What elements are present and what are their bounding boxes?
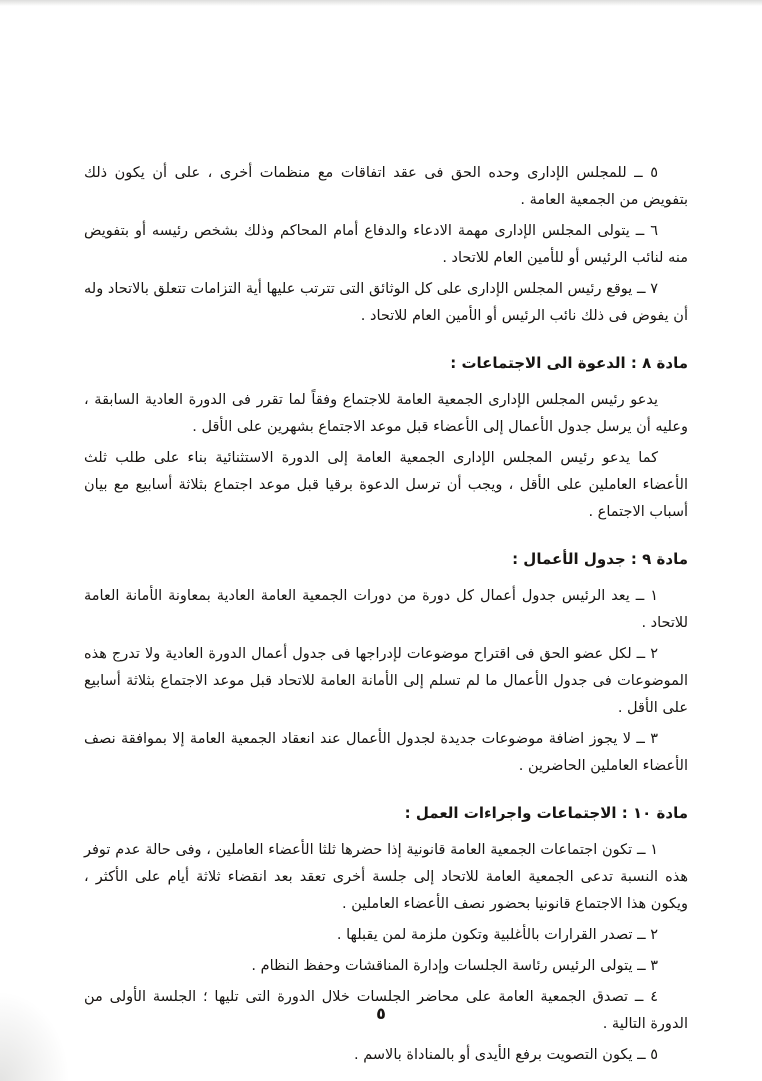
preamble-clause-7: ٧ ــ يوقع رئيس المجلس الإدارى على كل الوثائق التى تترتب عليها أية التزامات تتعلق بالاتحاد وله أن يفوض فى ذلك نائب الرئيس أو الأمين العام للاتحاد . [84,281,688,324]
article-10-clause-3: ٣ ــ يتولى الرئيس رئاسة الجلسات وإدارة المناقشات وحفظ النظام . [251,958,658,974]
scan-artifact-top-edge [0,0,762,6]
article-8-paragraph-2: كما يدعو رئيس المجلس الإدارى الجمعية العامة إلى الدورة الاستثنائية بناء على طلب ثلث الأعضاء العاملين على الأقل ، ويجب أن ترسل الدعوة برقيا قبل موعد اجتماع بثلاثة أسابيع مع بيان أسباب الاجتماع . [84,450,688,520]
article-8-paragraph-1: يدعو رئيس المجلس الإدارى الجمعية العامة للاجتماع وفقاً لما تقرر فى الدورة العادية السابقة ، وعليه أن يرسل جدول الأعمال إلى الأعضاء قبل موعد الاجتماع بشهرين على الأقل . [84,392,688,435]
article-10-clause-4: ٤ ــ تصدق الجمعية العامة على محاضر الجلسات خلال الدورة التى تليها ؛ الجلسة الأولى من الدورة التالية . [84,989,688,1032]
preamble-clause-5: ٥ ــ للمجلس الإدارى وحده الحق فى عقد اتفاقات مع منظمات أخرى ، على أن يكون ذلك بتفويض من الجمعية العامة . [84,165,688,208]
article-10-clause-2: ٢ ــ تصدر القرارات بالأغلبية وتكون ملزمة لمن يقبلها . [336,927,658,943]
article-9-clause-2: ٢ ــ لكل عضو الحق فى اقتراح موضوعات لإدراجها فى جدول أعمال الدورة العادية ولا تدرج هذه الموضوعات فى جدول الأعمال ما لم تسلم إلى الأمانة العامة للاتحاد قبل موعد الاجتماع بثلاثة أسابيع على الأقل . [84,646,688,716]
page-number: ٥ [376,1004,386,1023]
article-10-clause-5: ٥ ــ يكون التصويت برفع الأيدى أو بالمناداة بالاسم . [354,1047,658,1063]
article-9-clause-3: ٣ ــ لا يجوز اضافة موضوعات جديدة لجدول الأعمال عند انعقاد الجمعية العامة إلا بموافقة نصف الأعضاء العاملين الحاضرين . [84,731,688,774]
article-9-clause-1: ١ ــ يعد الرئيس جدول أعمال كل دورة من دورات الجمعية العامة العادية بمعاونة الأمانة العامة للاتحاد . [84,588,688,631]
article-10-clause-1: ١ ــ تكون اجتماعات الجمعية العامة قانونية إذا حضرها ثلثا الأعضاء العاملين ، وفى حالة عدم توفر هذه النسبة تدعى الجمعية العامة للاتحاد إلى جلسة أخرى تعقد بعد انقضاء ثلاثة أيام على الأكثر ، ويكون هذا الاجتماع قانونيا بحضور نصف الأعضاء العاملين . [84,842,688,912]
article-10-heading: مادة ١٠ : الاجتماعات واجراءات العمل : [404,804,688,822]
article-8-heading: مادة ٨ : الدعوة الى الاجتماعات : [450,354,688,372]
article-9-heading: مادة ٩ : جدول الأعمال : [512,550,688,568]
document-content [84,160,688,1073]
preamble-clause-6: ٦ ــ يتولى المجلس الإدارى مهمة الادعاء والدفاع أمام المحاكم وذلك بشخص رئيسه أو بتفويض منه لنائب الرئيس أو للأمين العام للاتحاد . [84,223,688,266]
